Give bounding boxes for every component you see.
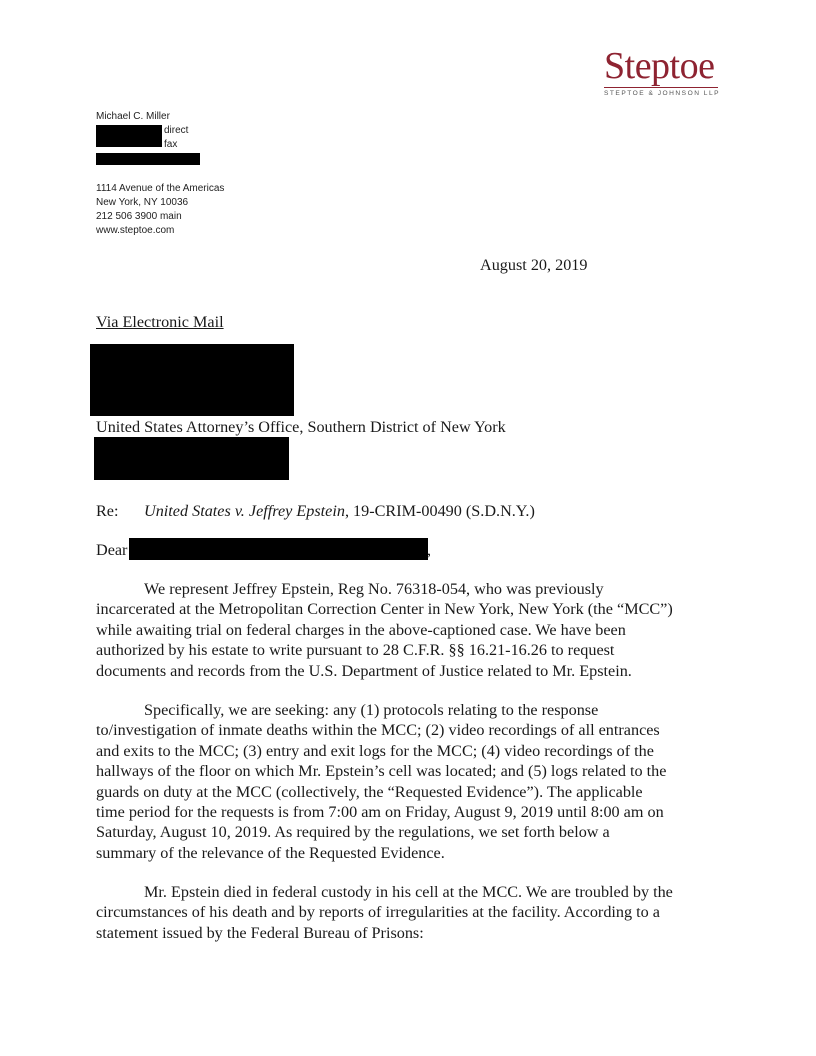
paragraph-line: summary of the relevance of the Requested Evidence.: [96, 843, 445, 862]
logo-rule: [604, 87, 718, 88]
paragraph-line: while awaiting trial on federal charges in the above-captioned case. We have been: [96, 620, 626, 639]
address-block: [96, 182, 224, 238]
paragraph-representation: [96, 579, 673, 681]
paragraph-line: Specifically, we are seeking: any (1) protocols relating to the response: [144, 701, 599, 719]
address-line: 1114 Avenue of the Americas: [96, 183, 225, 194]
sender-name: Michael C. Miller: [96, 111, 170, 122]
address-line: New York, NY 10036: [96, 197, 189, 208]
re-label: Re:: [96, 502, 119, 520]
re-subject: [144, 502, 535, 521]
paragraph-line: to/investigation of inmate deaths within the MCC; (2) video recordings of all entrances: [96, 721, 660, 740]
redaction-recipient-address: [94, 437, 289, 480]
paragraph-line: Mr. Epstein died in federal custody in his cell at the MCC. We are troubled by the: [144, 883, 673, 901]
firm-logo: [604, 45, 721, 97]
logo-wordmark: Steptoe: [604, 45, 715, 87]
redaction-email: [96, 153, 200, 165]
paragraph-line: Saturday, August 10, 2019. As required by the regulations, we set forth below a: [96, 823, 610, 842]
salutation-comma: ,: [427, 541, 432, 559]
paragraph-line: authorized by his estate to write pursuant to 28 C.F.R. §§ 16.21-16.26 to request: [96, 641, 615, 660]
salutation-prefix: Dear: [96, 541, 128, 559]
paragraph-line: incarcerated at the Metropolitan Correction Center in New York, New York (the “MCC”): [96, 600, 673, 619]
paragraph-line: We represent Jeffrey Epstein, Reg No. 76318-054, who was previously: [144, 580, 604, 598]
redaction-salutation: [129, 538, 428, 560]
fax-label: fax: [164, 139, 178, 150]
case-number: , 19-CRIM-00490 (S.D.N.Y.): [344, 502, 535, 520]
delivery-method: Via Electronic Mail: [96, 313, 224, 331]
paragraph-line: documents and records from the U.S. Department of Justice related to Mr. Epstein.: [96, 661, 632, 680]
paragraph-circumstances: [96, 882, 673, 943]
paragraph-requested-evidence: [96, 700, 666, 863]
paragraph-line: and exits to the MCC; (3) entry and exit logs for the MCC; (4) video recordings of the: [96, 741, 654, 760]
recipient-office: United States Attorney’s Office, Southern District of New York: [96, 418, 506, 436]
letter-date: August 20, 2019: [480, 256, 588, 274]
case-title: United States v. Jeffrey Epstein: [144, 502, 345, 520]
website: www.steptoe.com: [96, 225, 175, 236]
redaction-recipient-name: [90, 344, 294, 416]
redaction-phone: [96, 125, 162, 147]
paragraph-line: statement issued by the Federal Bureau of Prisons:: [96, 923, 424, 942]
direct-label: direct: [164, 125, 189, 136]
paragraph-line: guards on duty at the MCC (collectively, the “Requested Evidence”). The applicable: [96, 782, 643, 801]
phone-main: 212 506 3900 main: [96, 211, 182, 222]
paragraph-line: circumstances of his death and by reports of irregularities at the facility. According to a: [96, 903, 660, 922]
paragraph-line: hallways of the floor on which Mr. Epstein’s cell was located; and (5) logs related to the: [96, 762, 667, 781]
paragraph-line: time period for the requests is from 7:00 am on Friday, August 9, 2019 until 8:00 am on: [96, 803, 664, 822]
logo-subtitle: STEPTOE & JOHNSON LLP: [604, 90, 721, 97]
